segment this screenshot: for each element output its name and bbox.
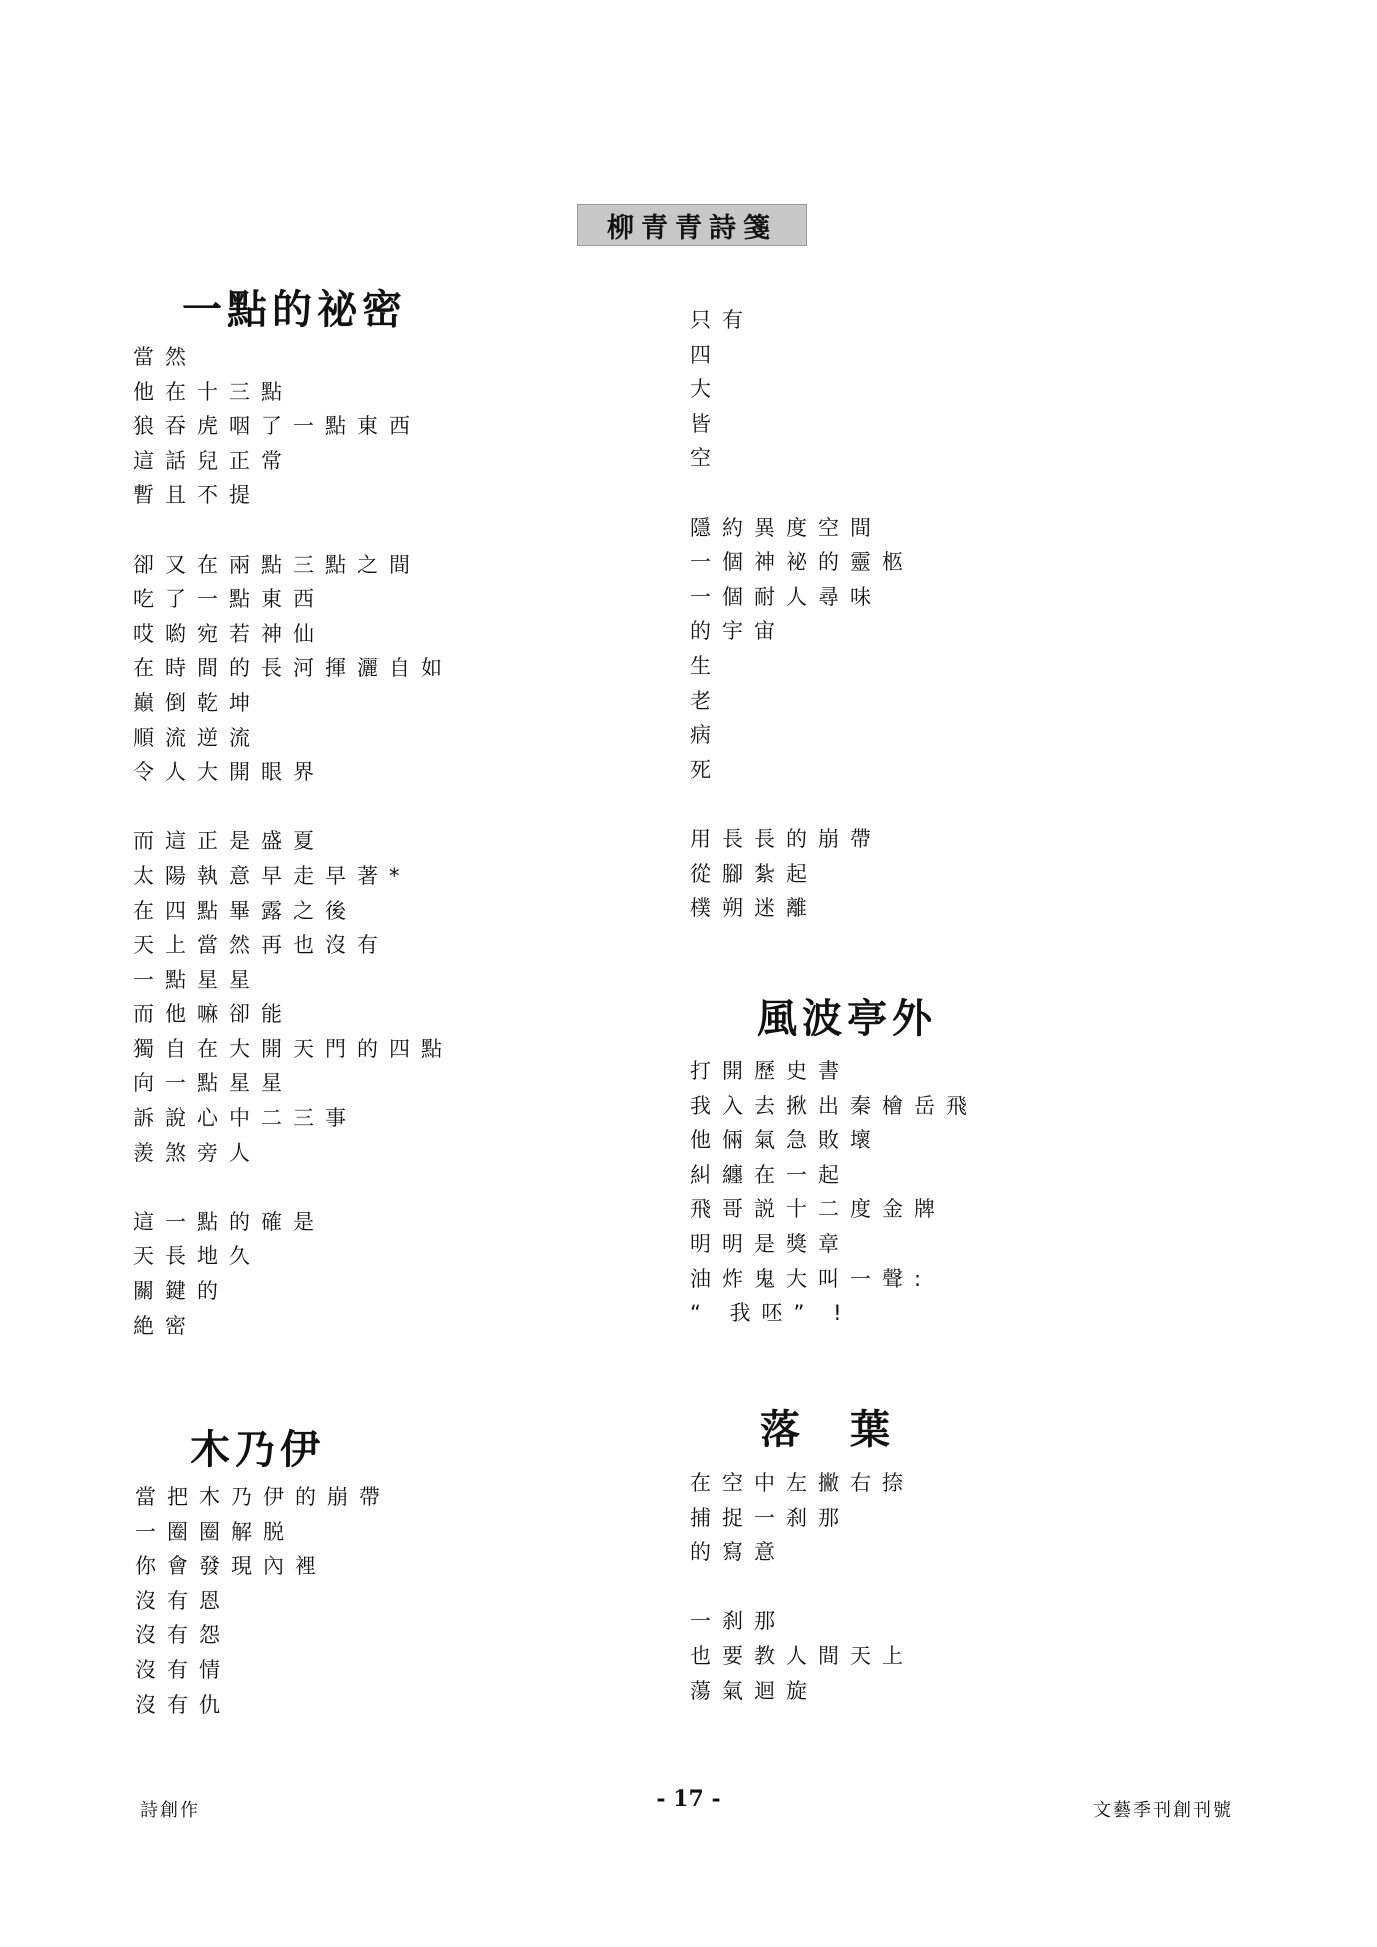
poem-line: 皆 [690, 411, 722, 436]
poem-line: 哎喲宛若神仙 [133, 621, 325, 646]
column-header [577, 204, 807, 246]
poem-line: 的宇宙 [690, 619, 786, 644]
poem-line: 也要教人間天上 [690, 1643, 914, 1668]
poem-line: 獨自在大開天門的四點 [133, 1036, 453, 1061]
poem-line: 飛哥説十二度金牌 [690, 1197, 946, 1222]
poem-line: 暫且不提 [133, 483, 261, 508]
poem-body-mummy [135, 1480, 391, 1722]
poem-line: 他倆氣急敗壞 [690, 1128, 882, 1153]
poem-body-pavilion [690, 1054, 978, 1331]
poem-line: 關鍵的 [133, 1279, 229, 1304]
poem-line: 順流逆流 [133, 725, 261, 750]
poem-line: 羨煞旁人 [133, 1140, 261, 1165]
stanza [133, 548, 453, 790]
poem-line: 捕捉一刹那 [690, 1505, 850, 1530]
poem-line: 而他嘛卻能 [133, 1002, 293, 1027]
poem-line: 蕩氣迴旋 [690, 1678, 818, 1703]
poem-title-fallen-leaves: 落 葉 [760, 1406, 895, 1453]
column-title: 柳青青詩箋 [607, 212, 777, 244]
poem-body-mummy-continued [690, 303, 914, 926]
poem-line: 卻又在兩點三點之間 [133, 552, 421, 577]
poem-line: 當把木乃伊的崩帶 [135, 1485, 391, 1509]
footer-section: 詩創作 [140, 1800, 200, 1821]
poem-line: 沒有恩 [135, 1588, 231, 1613]
poem-line: 打開歷史書 [690, 1059, 850, 1083]
poem-line: 油炸鬼大叫一聲: [690, 1266, 933, 1291]
poem-line: 我入去揪出秦檜岳飛 [690, 1093, 978, 1118]
stanza [690, 1466, 914, 1570]
poem-line: 明明是獎章 [690, 1231, 850, 1256]
poem-line: 天長地久 [133, 1244, 261, 1269]
poem-title-pavilion: 風波亭外 [757, 995, 937, 1042]
stanza [690, 1604, 914, 1708]
poem-line: 從腳紮起 [690, 861, 818, 886]
page-number: - 17 - [656, 1786, 721, 1812]
poem-body-fallen-leaves [690, 1466, 914, 1708]
poem-line: 死 [690, 757, 722, 782]
poem-line: 病 [690, 723, 722, 748]
poem-line: 的寫意 [690, 1540, 786, 1565]
poem-line: 空 [690, 446, 722, 471]
poem-line: 隱約異度空間 [690, 515, 882, 540]
poem-line: 一個神袐的靈柩 [690, 550, 914, 575]
footer-publication: 文藝季刊創刊號 [1093, 1800, 1233, 1821]
poem-line: 糾纏在一起 [690, 1162, 850, 1187]
poem-line: 生 [690, 653, 722, 678]
poem-line: 在四點畢露之後 [133, 898, 357, 923]
poem-line: 樸朔迷離 [690, 896, 818, 921]
stanza [135, 1480, 391, 1722]
poem-title-mummy: 木乃伊 [190, 1426, 325, 1473]
poem-line: 這一點的確是 [133, 1209, 325, 1234]
stanza [133, 824, 453, 1170]
stanza [690, 1054, 978, 1331]
poem-line: 在空中左撇右捺 [690, 1471, 914, 1495]
poem-line: 吃了一點東西 [133, 587, 325, 612]
stanza [133, 340, 453, 513]
poem-line: 在時間的長河揮灑自如 [133, 656, 453, 681]
poem-line: 一個耐人尋味 [690, 584, 882, 609]
poem-line: 巔倒乾坤 [133, 690, 261, 715]
poem-line: 一刹那 [690, 1609, 786, 1634]
poem-line: 這話兒正常 [133, 448, 293, 473]
poem-line: 四 [690, 342, 722, 367]
stanza [133, 1205, 453, 1343]
poem-line: 天上當然再也沒有 [133, 933, 389, 958]
poem-title-secret: 一點的祕密 [182, 286, 407, 333]
poem-line: 向一點星星 [133, 1071, 293, 1096]
poem-line: 太陽執意早走早著* [133, 863, 411, 888]
poem-line: 訴說心中二三事 [133, 1106, 357, 1131]
stanza [690, 511, 914, 788]
poem-line: 而這正是盛夏 [133, 829, 325, 854]
poem-line: 令人大開眼界 [133, 760, 325, 785]
poem-line: 當然 [133, 345, 197, 369]
poem-line: 你會發現內裡 [135, 1554, 327, 1579]
poem-line: 大 [690, 377, 722, 402]
stanza [690, 303, 914, 476]
poem-body-secret [133, 340, 453, 1343]
poem-line: “ 我呸” ! [690, 1301, 853, 1326]
poem-line: 一點星星 [133, 967, 261, 992]
poem-line: 狼吞虎咽了一點東西 [133, 414, 421, 439]
poem-line: 沒有情 [135, 1657, 231, 1682]
poem-line: 只有 [690, 308, 754, 332]
stanza [690, 822, 914, 926]
poem-line: 絶密 [133, 1313, 197, 1338]
poem-line: 沒有仇 [135, 1692, 231, 1717]
poem-line: 老 [690, 688, 722, 713]
poem-line: 他在十三點 [133, 379, 293, 404]
poem-line: 用長長的崩帶 [690, 826, 882, 851]
poem-line: 沒有怨 [135, 1623, 231, 1648]
poem-line: 一圈圈解脱 [135, 1519, 295, 1544]
